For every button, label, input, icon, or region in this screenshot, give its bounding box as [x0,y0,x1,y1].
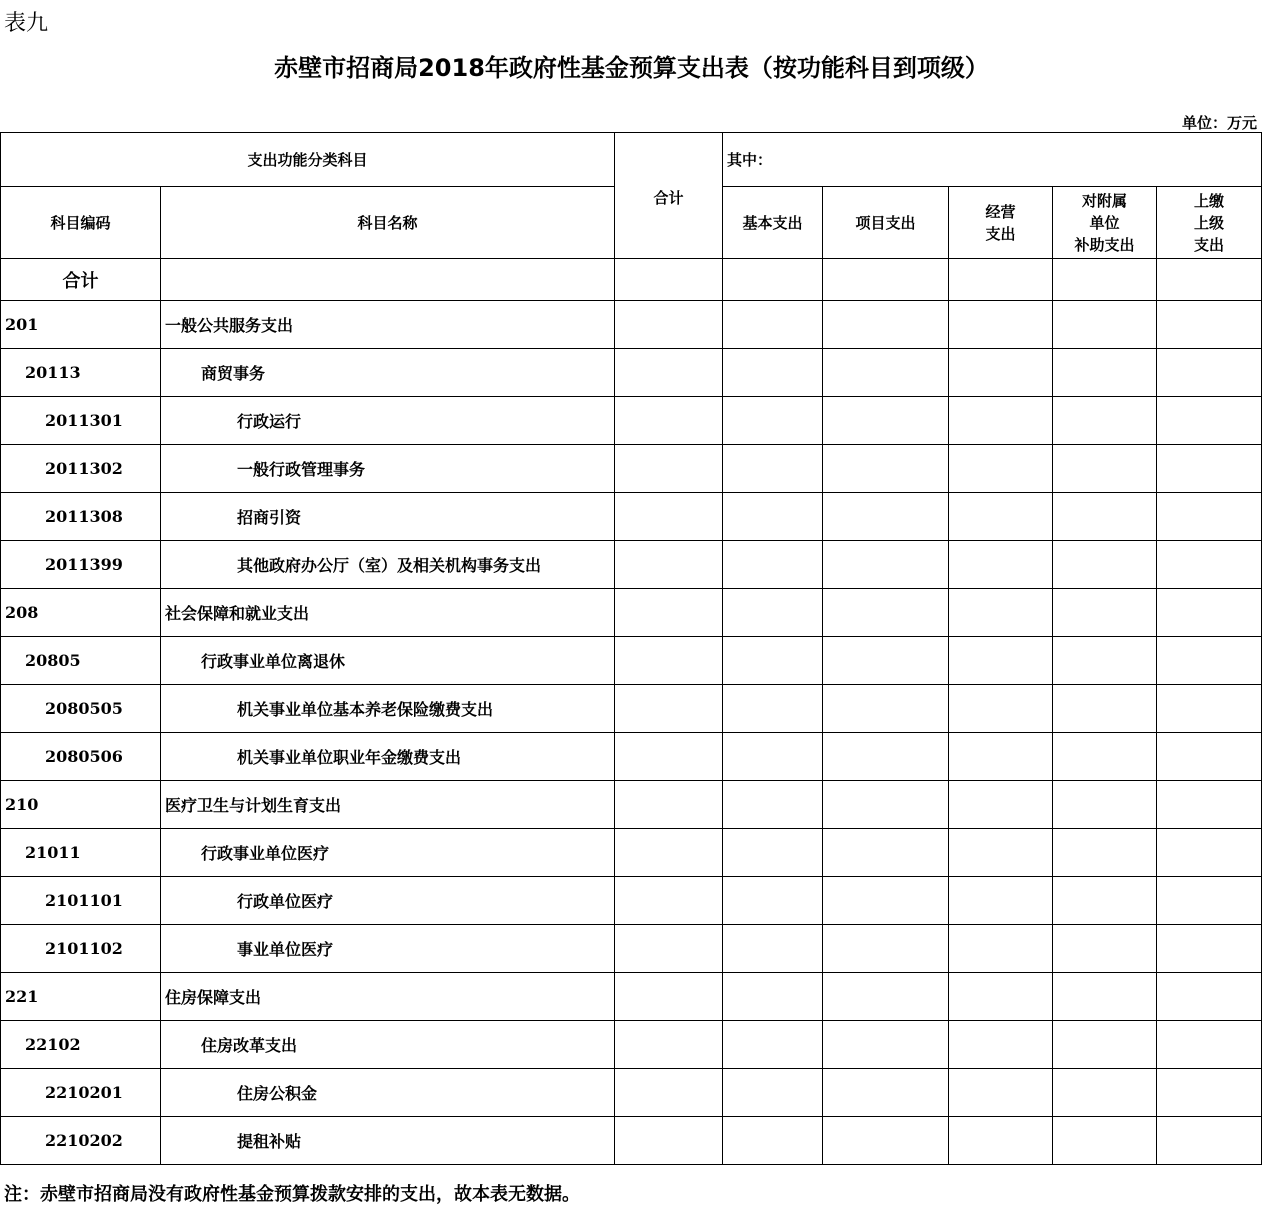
amount-cell [1157,1069,1262,1117]
table-row [1,973,1262,1021]
amount-cell [1053,829,1157,877]
subject-name: 其他政府办公厅（室）及相关机构事务支出 [161,541,615,589]
amount-cell [615,589,723,637]
subject-code: 208 [1,589,161,637]
cell [615,259,723,301]
amount-cell [949,493,1053,541]
table-row [1,397,1262,445]
subject-code: 2210202 [1,1117,161,1165]
cell [1157,259,1262,301]
amount-cell [823,349,949,397]
subject-code: 2101101 [1,877,161,925]
amount-cell [1157,637,1262,685]
amount-cell [1157,925,1262,973]
amount-cell [723,589,823,637]
subject-code: 2210201 [1,1069,161,1117]
amount-cell [723,685,823,733]
amount-cell [615,1069,723,1117]
cell [949,259,1053,301]
amount-cell [723,397,823,445]
amount-cell [823,973,949,1021]
amount-cell [615,301,723,349]
amount-cell [1157,1117,1262,1165]
footnote: 注：赤壁市招商局没有政府性基金预算拨款安排的支出，故本表无数据。 [4,1184,580,1205]
amount-cell [615,541,723,589]
subject-code: 20805 [1,637,161,685]
amount-cell [615,685,723,733]
amount-cell [1157,685,1262,733]
cell [161,259,615,301]
subject-code: 22102 [1,1021,161,1069]
subject-code: 2011302 [1,445,161,493]
amount-cell [823,445,949,493]
amount-cell [723,973,823,1021]
unit-label: 单位：万元 [1181,114,1257,132]
subject-name: 社会保障和就业支出 [161,589,615,637]
amount-cell [1157,493,1262,541]
amount-cell [949,349,1053,397]
subject-name: 行政事业单位医疗 [161,829,615,877]
cell [723,259,823,301]
amount-cell [949,637,1053,685]
amount-cell [1053,637,1157,685]
total-row [1,259,1262,301]
amount-cell [723,541,823,589]
amount-cell [615,877,723,925]
amount-cell [723,637,823,685]
amount-cell [949,685,1053,733]
amount-cell [1053,349,1157,397]
budget-table [0,132,1262,1165]
amount-cell [823,493,949,541]
amount-cell [1053,781,1157,829]
amount-cell [1053,1021,1157,1069]
table-row [1,1069,1262,1117]
amount-cell [949,829,1053,877]
subject-name: 招商引资 [161,493,615,541]
amount-cell [1157,397,1262,445]
amount-cell [1157,973,1262,1021]
amount-cell [949,1117,1053,1165]
amount-cell [1157,589,1262,637]
header-subsidy: 对附属 单位 补助支出 [1053,187,1157,259]
amount-cell [823,1021,949,1069]
amount-cell [949,589,1053,637]
amount-cell [823,877,949,925]
subject-code: 210 [1,781,161,829]
amount-cell [823,637,949,685]
cell [1053,259,1157,301]
amount-cell [1157,445,1262,493]
amount-cell [949,781,1053,829]
subject-name: 医疗卫生与计划生育支出 [161,781,615,829]
subject-name: 一般行政管理事务 [161,445,615,493]
amount-cell [949,1069,1053,1117]
amount-cell [823,541,949,589]
header-total-label: 合计 [653,189,684,207]
table-row [1,1117,1262,1165]
cell [823,259,949,301]
subject-name: 商贸事务 [161,349,615,397]
amount-cell [615,733,723,781]
amount-cell [615,493,723,541]
subject-name: 机关事业单位基本养老保险缴费支出 [161,685,615,733]
page-title: 赤壁市招商局2018年政府性基金预算支出表（按功能科目到项级） [274,54,989,82]
table-row [1,781,1262,829]
amount-cell [949,733,1053,781]
subject-name: 机关事业单位职业年金缴费支出 [161,733,615,781]
amount-cell [1157,781,1262,829]
header-project: 项目支出 [823,187,949,259]
amount-cell [1157,829,1262,877]
subject-name: 行政单位医疗 [161,877,615,925]
table-row [1,493,1262,541]
subject-name: 住房改革支出 [161,1021,615,1069]
subject-name: 一般公共服务支出 [161,301,615,349]
subject-code: 2080506 [1,733,161,781]
subject-code: 201 [1,301,161,349]
subject-name: 住房保障支出 [161,973,615,1021]
amount-cell [615,349,723,397]
subject-name: 行政运行 [161,397,615,445]
amount-cell [615,829,723,877]
amount-cell [723,733,823,781]
amount-cell [949,445,1053,493]
amount-cell [1053,589,1157,637]
table-row [1,829,1262,877]
header-upper: 上缴 上级 支出 [1157,187,1262,259]
amount-cell [949,1021,1053,1069]
amount-cell [949,541,1053,589]
table-row [1,877,1262,925]
amount-cell [1157,349,1262,397]
subject-code: 221 [1,973,161,1021]
header-category-group: 支出功能分类科目 [1,133,615,187]
table-row [1,637,1262,685]
amount-cell [1053,877,1157,925]
subject-code: 2011308 [1,493,161,541]
amount-cell [1053,973,1157,1021]
header-code: 科目编码 [1,187,161,259]
header-among: 其中： [723,133,1262,187]
amount-cell [823,781,949,829]
subject-name: 提租补贴 [161,1117,615,1165]
amount-cell [823,829,949,877]
subject-name: 行政事业单位离退休 [161,637,615,685]
subject-code: 2080505 [1,685,161,733]
amount-cell [723,781,823,829]
amount-cell [823,1069,949,1117]
amount-cell [1157,541,1262,589]
amount-cell [1053,301,1157,349]
subject-code: 21011 [1,829,161,877]
amount-cell [823,685,949,733]
table-row [1,301,1262,349]
header-basic: 基本支出 [723,187,823,259]
amount-cell [823,397,949,445]
subject-name: 住房公积金 [161,1069,615,1117]
amount-cell [723,349,823,397]
subject-code: 2101102 [1,925,161,973]
amount-cell [723,829,823,877]
amount-cell [823,925,949,973]
amount-cell [1053,733,1157,781]
amount-cell [1157,733,1262,781]
table-row [1,1021,1262,1069]
amount-cell [615,1117,723,1165]
subject-code: 2011301 [1,397,161,445]
amount-cell [1157,877,1262,925]
amount-cell [723,493,823,541]
table-row [1,733,1262,781]
amount-cell [823,1117,949,1165]
amount-cell [723,1117,823,1165]
amount-cell [949,877,1053,925]
amount-cell [723,925,823,973]
amount-cell [615,397,723,445]
amount-cell [615,973,723,1021]
amount-cell [823,301,949,349]
amount-cell [615,637,723,685]
amount-cell [949,397,1053,445]
amount-cell [723,877,823,925]
amount-cell [723,1069,823,1117]
amount-cell [949,925,1053,973]
amount-cell [1053,541,1157,589]
table-row [1,349,1262,397]
table-row [1,445,1262,493]
amount-cell [823,589,949,637]
amount-cell [1157,301,1262,349]
amount-cell [1053,445,1157,493]
amount-cell [1157,1021,1262,1069]
header-name: 科目名称 [161,187,615,259]
table-row [1,685,1262,733]
table-row [1,589,1262,637]
amount-cell [949,301,1053,349]
amount-cell [723,445,823,493]
table-row [1,541,1262,589]
amount-cell [723,1021,823,1069]
amount-cell [1053,685,1157,733]
amount-cell [615,925,723,973]
subject-code: 2011399 [1,541,161,589]
header-business: 经营 支出 [949,187,1053,259]
amount-cell [615,445,723,493]
amount-cell [1053,397,1157,445]
amount-cell [1053,493,1157,541]
amount-cell [1053,925,1157,973]
amount-cell [723,301,823,349]
amount-cell [1053,1069,1157,1117]
total-row-label: 合计 [1,259,161,301]
subject-name: 事业单位医疗 [161,925,615,973]
subject-code: 20113 [1,349,161,397]
header-total [615,133,723,259]
amount-cell [823,733,949,781]
table-number-label: 表九 [4,11,49,36]
table-row [1,925,1262,973]
amount-cell [615,1021,723,1069]
amount-cell [949,973,1053,1021]
amount-cell [615,781,723,829]
amount-cell [1053,1117,1157,1165]
